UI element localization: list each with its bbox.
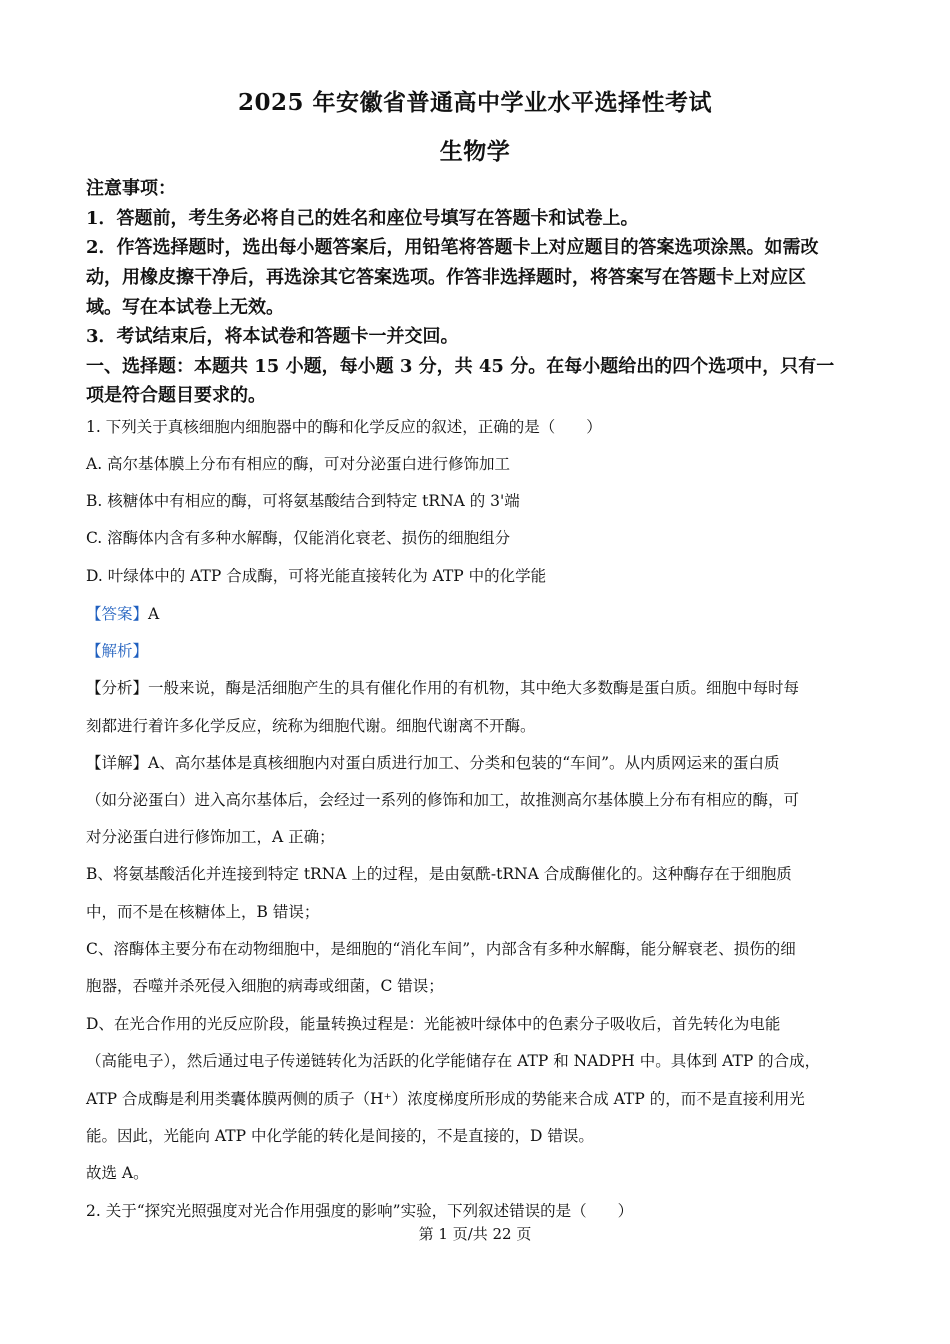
question-1-option-b: B. 核糖体中有相应的酶，可将氨基酸结合到特定 tRNA 的 3'端 xyxy=(86,492,520,510)
analysis-line-1: 【分析】一般来说，酶是活细胞产生的具有催化作用的有机物，其中绝大多数酶是蛋白质。细胞中每时每 xyxy=(86,679,800,697)
question-1-stem: 1. 下列关于真核细胞内细胞器中的酶和化学反应的叙述，正确的是（ ） xyxy=(86,418,602,436)
subject-title: 生物学 xyxy=(439,138,511,165)
detail-a-line-3: 对分泌蛋白进行修饰加工，A 正确； xyxy=(86,828,335,846)
detail-d-line-4: 能。因此，光能向 ATP 中化学能的转化是间接的，不是直接的，D 错误。 xyxy=(86,1127,594,1145)
detail-a-line-1: 【详解】A、高尔基体是真核细胞内对蛋白质进行加工、分类和包装的“车间”。从内质网运来的蛋白质 xyxy=(86,754,780,772)
detail-b-line-2: 中，而不是在核糖体上，B 错误； xyxy=(86,903,320,921)
notice-heading: 注意事项： xyxy=(86,178,176,199)
analysis-tag: 【解析】 xyxy=(86,642,149,660)
section-heading-line-1: 一、选择题：本题共 15 小题，每小题 3 分，共 45 分。在每小题给出的四个选项中，只有一 xyxy=(86,356,835,377)
detail-c-line-1: C、溶酶体主要分布在动物细胞中，是细胞的“消化车间”，内部含有多种水解酶，能分解衰老、损伤的细 xyxy=(86,940,796,958)
notice-item-2-line-2: 动，用橡皮擦干净后，再选涂其它答案选项。作答非选择题时，将答案写在答题卡上对应区 xyxy=(86,267,806,288)
detail-b-line-1: B、将氨基酸活化并连接到特定 tRNA 上的过程，是由氨酰-tRNA 合成酶催化的。这种酶存在于细胞质 xyxy=(86,865,792,883)
section-heading-line-2: 项是符合题目要求的。 xyxy=(86,385,266,406)
exam-title: 2025 年安徽省普通高中学业水平选择性考试 xyxy=(237,89,713,116)
detail-a-line-2: （如分泌蛋白）进入高尔基体后，会经过一系列的修饰和加工，故推测高尔基体膜上分布有相应的酶，可 xyxy=(86,791,800,809)
page-number: 第 1 页/共 22 页 xyxy=(418,1225,532,1243)
notice-item-3: 3．考试结束后，将本试卷和答题卡一并交回。 xyxy=(86,326,459,347)
answer-line xyxy=(86,596,866,633)
question-1-option-c: C. 溶酶体内含有多种水解酶，仅能消化衰老、损伤的细胞组分 xyxy=(86,529,511,547)
detail-c-line-2: 胞器，吞噬并杀死侵入细胞的病毒或细菌，C 错误； xyxy=(86,977,444,995)
question-1-option-d: D. 叶绿体中的 ATP 合成酶，可将光能直接转化为 ATP 中的化学能 xyxy=(86,567,547,585)
answer-value: A xyxy=(148,605,160,623)
conclusion-line: 故选 A。 xyxy=(86,1164,149,1182)
analysis-line-2: 刻都进行着许多化学反应，统称为细胞代谢。细胞代谢离不开酶。 xyxy=(86,717,536,735)
detail-d-line-3: ATP 合成酶是利用类囊体膜两侧的质子（H⁺）浓度梯度所形成的势能来合成 ATP 的，而不是直接利用光 xyxy=(86,1090,805,1108)
notice-item-2-line-3: 域。写在本试卷上无效。 xyxy=(86,297,284,318)
question-1-option-a: A. 高尔基体膜上分布有相应的酶，可对分泌蛋白进行修饰加工 xyxy=(86,455,511,473)
notice-item-2-line-1: 2．作答选择题时，选出每小题答案后，用铅笔将答题卡上对应题目的答案选项涂黑。如需改 xyxy=(86,237,819,258)
detail-d-line-1: D、在光合作用的光反应阶段，能量转换过程是：光能被叶绿体中的色素分子吸收后，首先转化为电能 xyxy=(86,1015,781,1033)
detail-d-line-2: （高能电子），然后通过电子传递链转化为活跃的化学能储存在 ATP 和 NADPH 中。具体到 ATP 的合成， xyxy=(86,1052,821,1070)
notice-item-1: 1．答题前，考生务必将自己的姓名和座位号填写在答题卡和试卷上。 xyxy=(86,208,639,229)
answer-tag: 【答案】 xyxy=(86,605,149,623)
question-2-stem: 2. 关于“探究光照强度对光合作用强度的影响”实验，下列叙述错误的是（ ） xyxy=(86,1202,634,1220)
